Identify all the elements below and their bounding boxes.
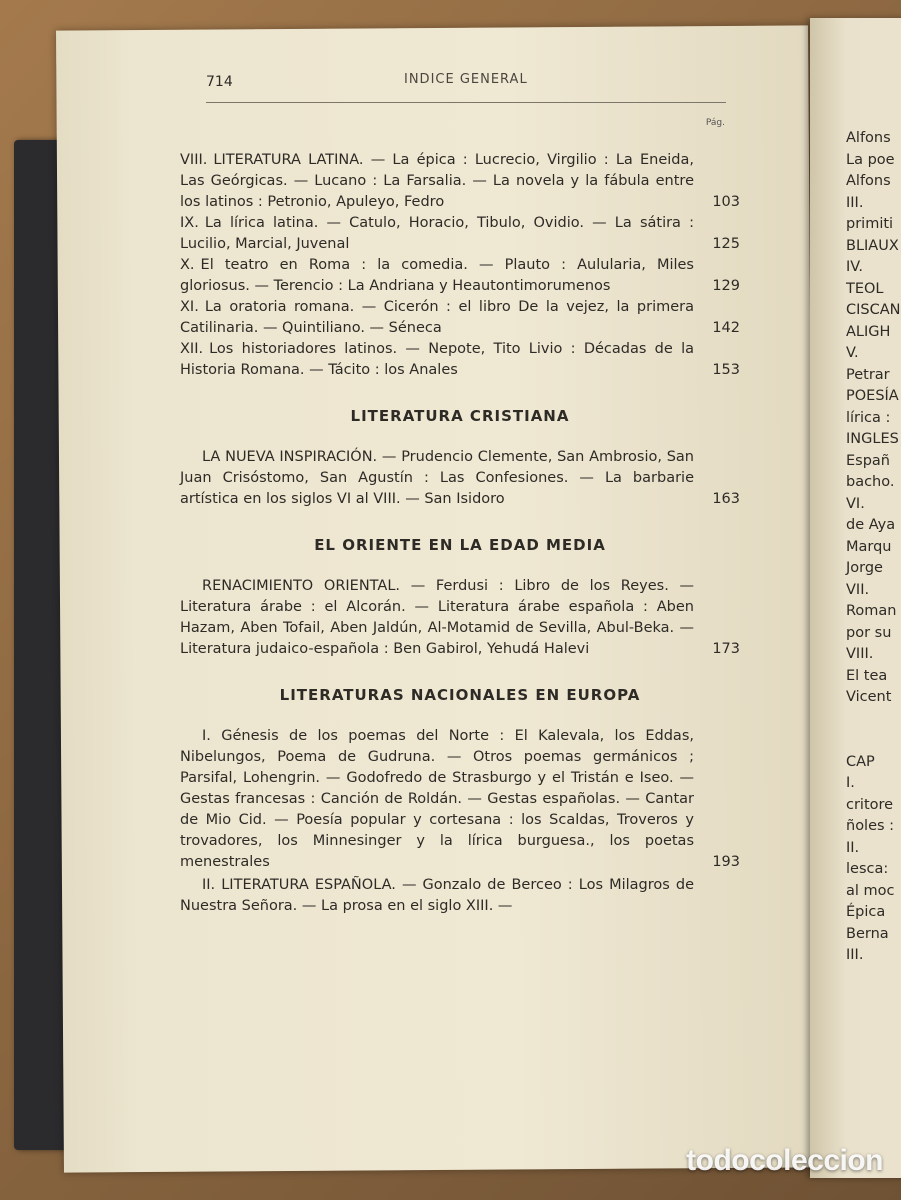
- index-entry: [180, 297, 740, 339]
- right-page-line: BLIAUX: [846, 237, 899, 254]
- section-heading: LITERATURA CRISTIANA: [350, 407, 570, 425]
- entry-page-number: 153: [712, 362, 740, 378]
- right-page-line: lírica :: [846, 409, 891, 426]
- index-entry: [180, 339, 740, 381]
- entry-text: I. Génesis de los poemas del Norte : El Kalevala, los Eddas, Nibelungos, Poema de Gudruna. — Otros poemas germánicos ; Parsifal, Lohengrin. — Godofredo de Strasburgo y el Tristán e Iseo. — Gestas francesas : Canción de Roldán. — Gestas españolas. — Cantar de Mio Cid. — Poesía popular y cortesana : los Scaldas, Troveros y trovadores, los Minnesinger y la lírica burguesa., los poetas menestrales: [180, 728, 694, 870]
- section-heading: EL ORIENTE EN LA EDAD MEDIA: [314, 536, 606, 554]
- index-entry: [180, 213, 740, 255]
- right-page-line: Alfons: [846, 130, 891, 146]
- right-page-line: IV.: [846, 259, 863, 275]
- right-page-line: CISCAN: [846, 302, 901, 318]
- right-page-line: Españ: [846, 452, 890, 469]
- index-entry: [180, 576, 740, 660]
- index-entry: [180, 726, 740, 873]
- entry-page-number: 129: [712, 278, 740, 294]
- entry-text: LA NUEVA INSPIRACIÓN. — Prudencio Clemente, San Ambrosio, San Juan Crisóstomo, San Agustín : Las Confesiones. — La barbarie artística en los siglos VI al VIII. — San Isidoro: [180, 449, 694, 507]
- watermark-logo: todocoleccion: [686, 1144, 883, 1177]
- right-page-line: [846, 730, 901, 752]
- right-page-line: Petrar: [846, 366, 890, 383]
- right-page-line: Épica: [846, 904, 886, 920]
- index-page-content: [120, 70, 740, 914]
- right-page-line: POESÍA: [846, 388, 899, 404]
- right-page-line: Jorge: [846, 560, 883, 576]
- right-page-line: La poe: [846, 151, 895, 168]
- entry-page-number: 125: [712, 236, 740, 252]
- right-page-line: lesca:: [846, 861, 889, 877]
- index-entry: [180, 875, 740, 917]
- right-page-line: Alfons: [846, 173, 891, 189]
- entry-text: II. LITERATURA ESPAÑOLA. — Gonzalo de Berceo : Los Milagros de Nuestra Señora. — La prosa en el siglo XIII. —: [180, 877, 694, 914]
- entry-page-number: 173: [712, 641, 740, 657]
- right-page-line: III.: [846, 947, 864, 963]
- right-page-line: Roman: [846, 603, 897, 619]
- entry-page-number: 163: [712, 491, 740, 507]
- right-page-line: ñoles :: [846, 818, 895, 834]
- right-page-line: por su: [846, 624, 892, 641]
- entry-page-number: 193: [712, 854, 740, 870]
- right-page-text: [846, 128, 901, 967]
- right-page-line: III.: [846, 194, 864, 211]
- right-page-line: de Aya: [846, 517, 896, 533]
- right-page-line: TEOL: [846, 280, 884, 297]
- entry-text: RENACIMIENTO ORIENTAL. — Ferdusi : Libro de los Reyes. — Literatura árabe : el Alcorán. — Literatura árabe española : Aben Hazam, Aben Tofail, Aben Jaldún, Al-Motamid de Sevilla, Abul-Beka. — Literatura judaico-española : Ben Gabirol, Yehudá Halevi: [180, 578, 694, 657]
- right-page-line: II.: [846, 839, 860, 856]
- page-number: 714: [206, 74, 233, 90]
- running-title: INDICE GENERAL: [404, 72, 528, 87]
- index-entry: [180, 255, 740, 297]
- right-page-line: El tea: [846, 667, 888, 684]
- entry-text: Los historiadores latinos. — Nepote, Tito Livio : Décadas de la Historia Romana. — Tácito : los Anales: [180, 341, 694, 378]
- entry-page-number: 103: [712, 194, 740, 210]
- right-page-line: ALIGH: [846, 323, 891, 340]
- right-page-line: primiti: [846, 216, 894, 232]
- right-page-line: CAP: [846, 753, 875, 770]
- entry-roman-numeral: XI.: [180, 299, 199, 315]
- right-page-line: VIII.: [846, 646, 874, 662]
- right-page-line: al moc: [846, 882, 895, 899]
- right-page-line: V.: [846, 345, 859, 361]
- entry-page-number: 142: [712, 320, 740, 336]
- right-page-line: Vicent: [846, 689, 892, 705]
- entry-roman-numeral: X.: [180, 257, 195, 273]
- entry-text: La oratoria romana. — Cicerón : el libro De la vejez, la primera Catilinaria. — Quintiliano. — Séneca: [180, 299, 694, 336]
- entry-roman-numeral: VIII.: [180, 152, 208, 168]
- right-page-line: INGLES: [846, 431, 899, 447]
- right-page-line: bacho.: [846, 474, 895, 490]
- section-heading: LITERATURAS NACIONALES EN EUROPA: [279, 686, 641, 704]
- right-page: [810, 18, 901, 1178]
- right-page-line: Marqu: [846, 538, 892, 555]
- right-page-line: I.: [846, 775, 855, 791]
- entry-roman-numeral: IX.: [180, 215, 199, 231]
- entry-text: La lírica latina. — Catulo, Horacio, Tibulo, Ovidio. — La sátira : Lucilio, Marcial, Juvenal: [180, 215, 694, 252]
- entry-text: El teatro en Roma : la comedia. — Plauto : Aulularia, Miles gloriosus. — Terencio : La Andriana y Heautontimorumenos: [180, 257, 694, 294]
- index-entry: [180, 447, 740, 510]
- entry-roman-numeral: XII.: [180, 341, 204, 357]
- right-page-line: VII.: [846, 581, 870, 598]
- index-entries: [180, 150, 740, 919]
- right-page-line: critore: [846, 796, 894, 813]
- right-page-line: [846, 709, 901, 731]
- right-page-line: Berna: [846, 925, 889, 942]
- index-entry: [180, 150, 740, 213]
- entry-text: LITERATURA LATINA. — La épica : Lucrecio, Virgilio : La Eneida, Las Geórgicas. — Lucano : La Farsalia. — La novela y la fábula entre los latinos : Petronio, Apuleyo, Fedro: [180, 152, 694, 210]
- right-page-line: VI.: [846, 495, 865, 512]
- page-header: [120, 70, 735, 98]
- header-rule: [206, 102, 726, 103]
- page-column-label: Pág.: [705, 118, 725, 128]
